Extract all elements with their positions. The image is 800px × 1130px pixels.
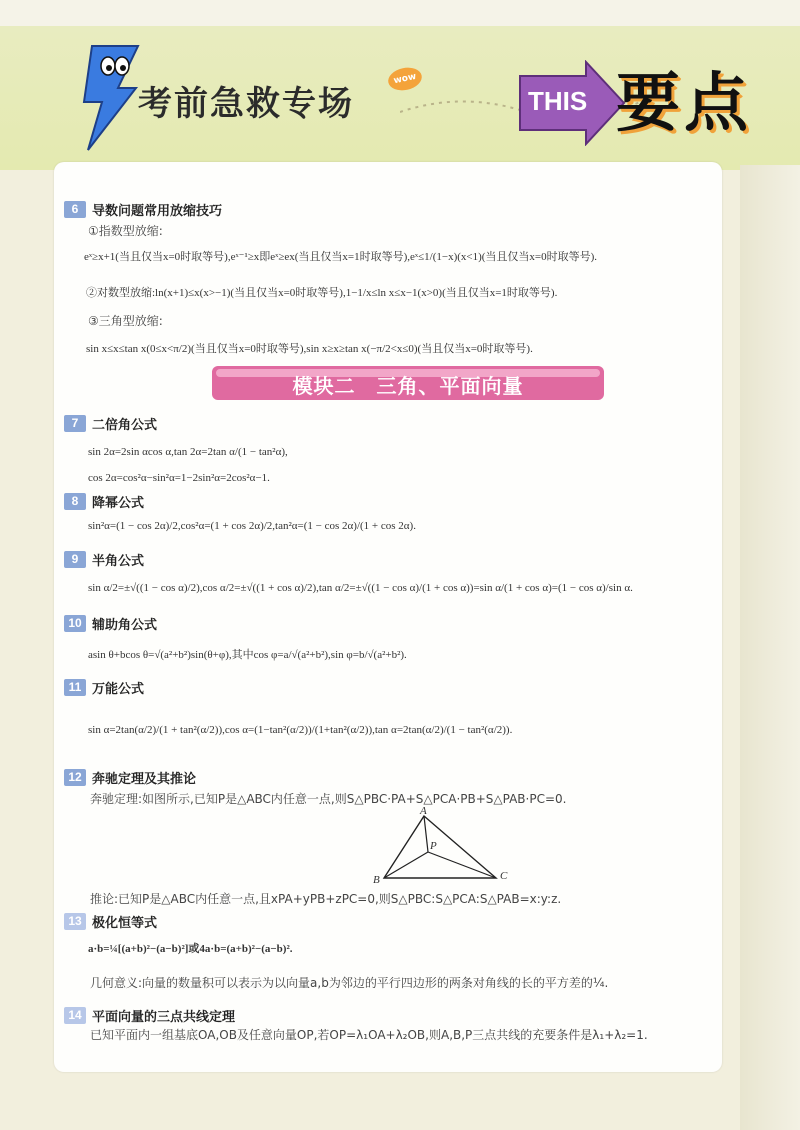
text-line: ③三角型放缩: — [88, 314, 163, 328]
formula-line: sin²α=(1 − cos 2α)/2,cos²α=(1 + cos 2α)/2,tan²α=(1 − cos 2α)/(1 + cos 2α). — [88, 520, 416, 532]
formula-line: sin α/2=±√((1 − cos α)/2),cos α/2=±√((1 + cos α)/2),tan α/2=±√((1 − cos α)/(1 + cos α))=sin α/(1 + cos α)=(1 − cos α)/sin α. — [88, 582, 633, 594]
page-title: 要点 — [616, 67, 752, 141]
section-9-header — [64, 550, 144, 569]
section-number: 11 — [64, 679, 86, 696]
section-title: 极化恒等式 — [92, 916, 158, 931]
section-number: 6 — [64, 201, 86, 218]
brand-title: 考前急救专场 — [138, 84, 354, 124]
text-line: 奔驰定理:如图所示,已知P是△ABC内任意一点,则S△PBC·PA+S△PCA·PB+S△PAB·PC=0. — [90, 792, 567, 806]
formula-line: sin α=2tan(α/2)/(1 + tan²(α/2)),cos α=(1−tan²(α/2))/(1+tan²(α/2)),tan α=2tan(α/2)/(1 − tan²(α/2)). — [88, 724, 513, 736]
section-title: 辅助角公式 — [92, 618, 158, 633]
formula-line: cos 2α=cos²α−sin²α=1−2sin²α=2cos²α−1. — [88, 472, 270, 484]
section-number: 9 — [64, 551, 86, 568]
formula-line: ②对数型放缩:ln(x+1)≤x(x>−1)(当且仅当x=0时取等号),1−1/x≤ln x≤x−1(x>0)(当且仅当x=1时取等号). — [86, 287, 558, 299]
wow-badge: wow — [386, 65, 424, 94]
section-6-header — [64, 200, 222, 219]
vertex-label-b: B — [373, 874, 380, 886]
section-14-header — [64, 1006, 235, 1025]
section-10-header — [64, 614, 157, 633]
this-label: THIS — [528, 86, 588, 116]
module-title: 模块二 三角、平面向量 — [292, 374, 524, 398]
section-number: 13 — [64, 913, 86, 930]
formula-line: sin 2α=2sin αcos α,tan 2α=2tan α/(1 − tan²α), — [88, 446, 288, 458]
vertex-label-a: A — [420, 805, 427, 817]
formula-line: eˣ≥x+1(当且仅当x=0时取等号),eˣ⁻¹≥x即eˣ≥ex(当且仅当x=1时取等号),eˣ≤1/(1−x)(x<1)(当且仅当x=0时取等号). — [84, 251, 598, 263]
text-line: 推论:已知P是△ABC内任意一点,且xPA+yPB+zPC=0,则S△PBC:S△PCA:S△PAB=x:y:z. — [90, 892, 562, 906]
section-8-header — [64, 492, 144, 511]
section-title: 二倍角公式 — [92, 418, 158, 433]
lightning-mascot-icon — [78, 44, 144, 152]
text-line: ①指数型放缩: — [88, 224, 163, 238]
text-line: 已知平面内一组基底OA,OB及任意向量OP,若OP=λ₁OA+λ₂OB,则A,B,P三点共线的充要条件是λ₁+λ₂=1. — [90, 1028, 648, 1042]
formula-line: asin θ+bcos θ=√(a²+b²)sin(θ+φ),其中cos φ=a/√(a²+b²),sin φ=b/√(a²+b²). — [88, 649, 407, 661]
section-12-header — [64, 768, 196, 787]
section-7-header — [64, 414, 157, 433]
text-line: 几何意义:向量的数量积可以表示为以向量a,b为邻边的平行四边形的两条对角线的长的平方差的¼. — [90, 976, 609, 990]
section-title: 降幂公式 — [92, 496, 145, 511]
section-title: 万能公式 — [92, 682, 145, 697]
formula-line: sin x≤x≤tan x(0≤x<π/2)(当且仅当x=0时取等号),sin x≥x≥tan x(−π/2<x≤0)(当且仅当x=0时取等号). — [86, 343, 533, 355]
section-title: 半角公式 — [92, 554, 145, 569]
section-number: 8 — [64, 493, 86, 510]
section-title: 平面向量的三点共线定理 — [92, 1010, 236, 1025]
section-number: 12 — [64, 769, 86, 786]
section-11-header — [64, 678, 144, 697]
formula-line: a·b=¼[(a+b)²−(a−b)²]或4a·b=(a+b)²−(a−b)². — [88, 943, 293, 955]
page-edge — [740, 165, 800, 1130]
section-number: 14 — [64, 1007, 86, 1024]
section-13-header — [64, 912, 157, 931]
vertex-label-p: P — [430, 840, 437, 852]
vertex-label-c: C — [500, 870, 508, 882]
section-title: 导数问题常用放缩技巧 — [92, 204, 223, 219]
section-title: 奔驰定理及其推论 — [92, 772, 197, 787]
section-number: 7 — [64, 415, 86, 432]
section-number: 10 — [64, 615, 86, 632]
triangle-diagram — [380, 808, 500, 890]
